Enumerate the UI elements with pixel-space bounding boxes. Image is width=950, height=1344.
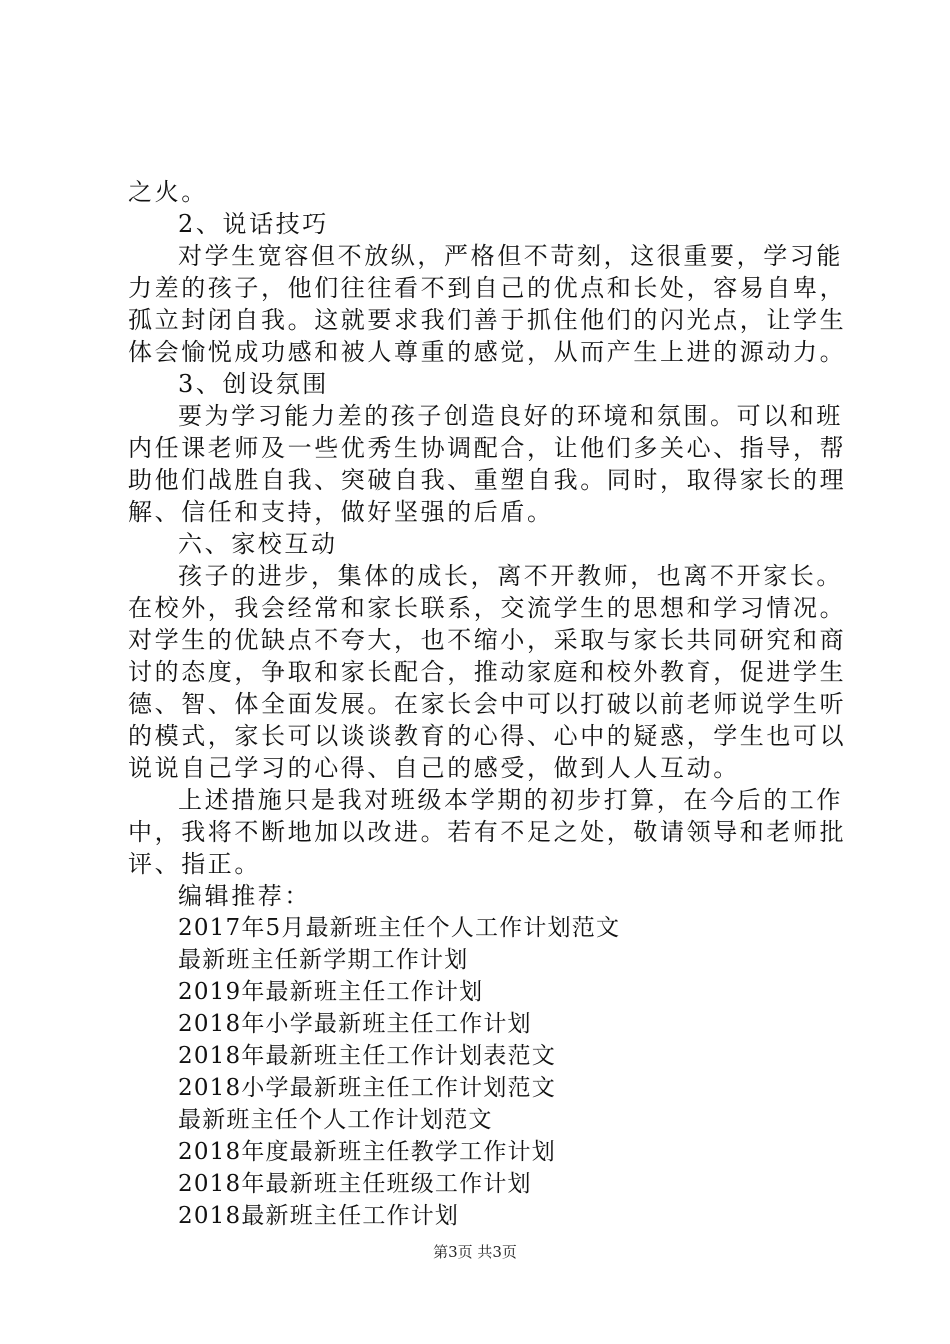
text-line: 解、信任和支持，做好坚强的后盾。 [128, 498, 554, 526]
recommendation-link[interactable]: 最新班主任个人工作计划范文 [178, 1107, 493, 1133]
text-line: 中，我将不断地加以改进。若有不足之处，敬请领导和老师批 [128, 818, 847, 846]
text-line: 力差的孩子，他们往往看不到自己的优点和长处，容易自卑， [128, 274, 847, 302]
paragraph-first-line: 要为学习能力差的孩子创造良好的环境和氛围。可以和班 [178, 402, 843, 430]
recommendation-link[interactable]: 2018最新班主任工作计划 [178, 1203, 460, 1229]
text-line: 之火。 [128, 178, 208, 206]
section-heading: 2、说话技巧 [178, 210, 329, 238]
paragraph-first-line: 对学生宽容但不放纵，严格但不苛刻，这很重要，学习能 [178, 242, 843, 270]
recommendation-link[interactable]: 最新班主任新学期工作计划 [178, 947, 469, 973]
text-line: 内任课老师及一些优秀生协调配合，让他们多关心、指导，帮 [128, 434, 847, 462]
paragraph-first-line: 上述措施只是我对班级本学期的初步打算，在今后的工作 [178, 786, 843, 814]
page-footer: 第3页 共3页 [433, 1243, 517, 1261]
recommendation-link[interactable]: 2018年度最新班主任教学工作计划 [178, 1139, 556, 1165]
section-heading: 六、家校互动 [178, 530, 338, 558]
text-line: 体会愉悦成功感和被人尊重的感觉，从而产生上进的源动力。 [128, 338, 847, 366]
text-line: 评、指正。 [128, 850, 261, 878]
recommendations-heading: 编辑推荐： [178, 882, 311, 910]
text-line: 说说自己学习的心得、自己的感受，做到人人互动。 [128, 754, 740, 782]
recommendation-link[interactable]: 2019年最新班主任工作计划 [178, 979, 484, 1005]
recommendation-link[interactable]: 2018小学最新班主任工作计划范文 [178, 1075, 556, 1101]
text-line: 对学生的优缺点不夸大，也不缩小，采取与家长共同研究和商 [128, 626, 847, 654]
recommendation-link[interactable]: 2018年最新班主任班级工作计划 [178, 1171, 532, 1197]
recommendation-link[interactable]: 2017年5月最新班主任个人工作计划范文 [178, 915, 621, 941]
recommendation-link[interactable]: 2018年小学最新班主任工作计划 [178, 1011, 532, 1037]
section-heading: 3、创设氛围 [178, 370, 329, 398]
text-line: 讨的态度，争取和家长配合，推动家庭和校外教育，促进学生 [128, 658, 847, 686]
recommendation-link[interactable]: 2018年最新班主任工作计划表范文 [178, 1043, 556, 1069]
text-line: 助他们战胜自我、突破自我、重塑自我。同时，取得家长的理 [128, 466, 847, 494]
text-line: 的模式，家长可以谈谈教育的心得、心中的疑惑，学生也可以 [128, 722, 847, 750]
paragraph-first-line: 孩子的进步，集体的成长，离不开教师，也离不开家长。 [178, 562, 843, 590]
text-line: 孤立封闭自我。这就要求我们善于抓住他们的闪光点，让学生 [128, 306, 847, 334]
text-line: 德、智、体全面发展。在家长会中可以打破以前老师说学生听 [128, 690, 847, 718]
text-line: 在校外，我会经常和家长联系，交流学生的思想和学习情况。 [128, 594, 847, 622]
